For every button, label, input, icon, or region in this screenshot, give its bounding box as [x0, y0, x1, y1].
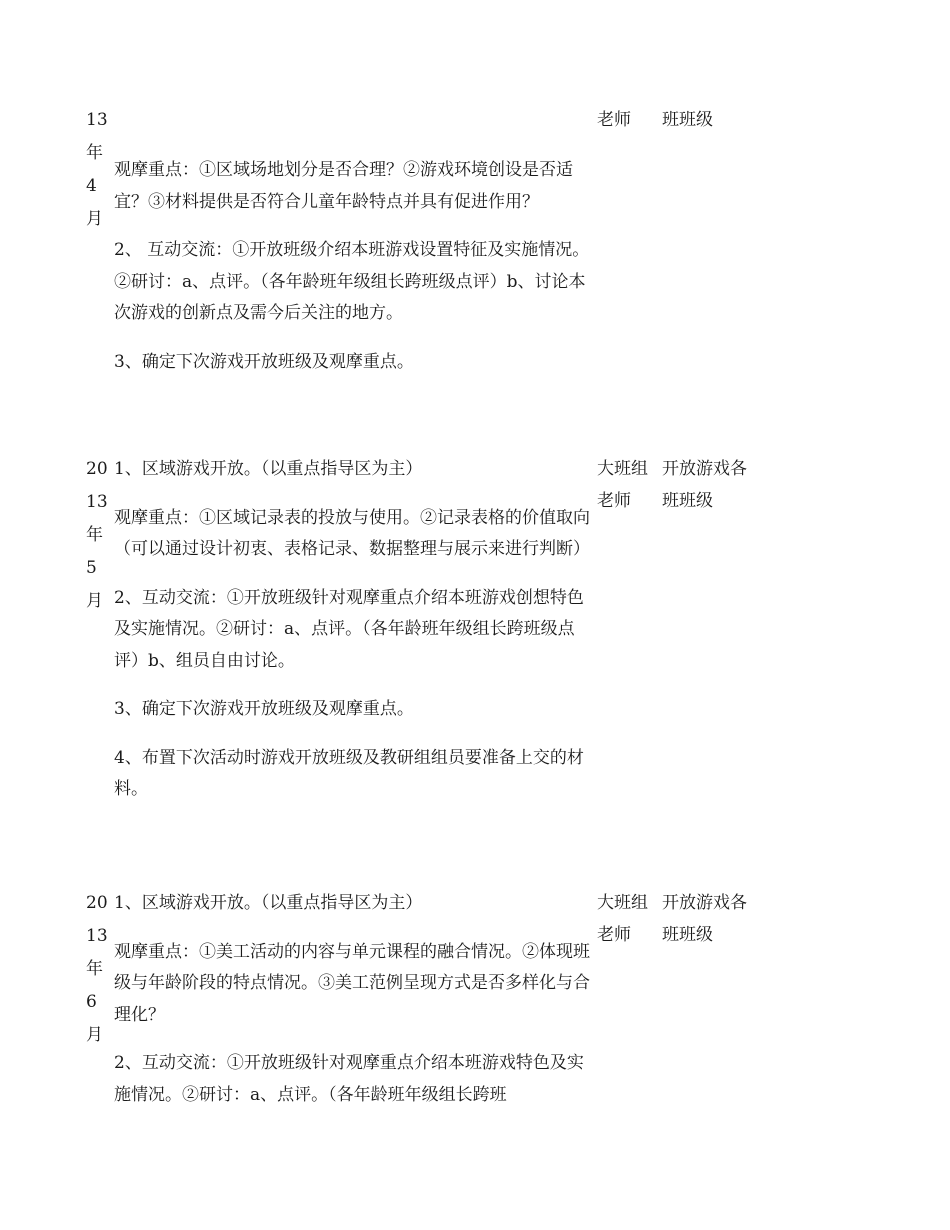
location-cell [662, 887, 762, 951]
date-part: 年 [86, 525, 103, 545]
participants-line: 老师 [597, 110, 631, 130]
location-cell [662, 453, 762, 517]
date-part: 13 [86, 926, 108, 946]
interaction-item: 2、互动交流：①开放班级针对观摩重点介绍本班游戏创想特色及实施情况。②研讨：a、点评。（各年龄班年级组长跨班级点评）b、组员自由讨论。 [114, 587, 584, 671]
date-cell [86, 104, 110, 236]
observation-focus: 观摩重点：①区域记录表的投放与使用。②记录表格的价值取向（可以通过设计初衷、表格记录、数据整理与展示来进行判断） [114, 507, 590, 559]
interaction-item: 2、互动交流：①开放班级针对观摩重点介绍本班游戏特色及实施情况。②研讨：a、点评。（各年龄班年级组长跨班 [114, 1053, 584, 1105]
date-part: 20 [86, 459, 108, 479]
date-part: 13 [86, 492, 108, 512]
participants-line: 老师 [597, 925, 631, 945]
interaction-item: 2、 互动交流：①开放班级介绍本班游戏设置特征及实施情况。②研讨：a、点评。（各年龄班年级组长跨班级点评）b、讨论本次游戏的创新点及需今后关注的地方。 [114, 240, 590, 323]
date-part: 月 [86, 209, 103, 229]
date-part: 年 [86, 959, 103, 979]
participants-line: 大班组 [597, 893, 648, 913]
location-line: 班班级 [662, 925, 713, 945]
location-line: 开放游戏各 [662, 459, 747, 479]
participants-line: 大班组 [597, 459, 648, 479]
participants-cell [597, 104, 659, 136]
activity-content [114, 155, 592, 395]
date-cell [86, 453, 110, 618]
location-line: 班班级 [662, 491, 713, 511]
activity-content [114, 454, 592, 823]
location-cell [662, 104, 762, 136]
participants-line: 老师 [597, 491, 631, 511]
participants-cell [597, 887, 659, 951]
location-line: 班班级 [662, 110, 713, 130]
date-part: 月 [86, 1025, 103, 1045]
next-plan-item: 3、确定下次游戏开放班级及观摩重点。 [114, 699, 414, 719]
observation-focus: 观摩重点：①美工活动的内容与单元课程的融合情况。②体现班级与年龄阶段的特点情况。③美工范例呈现方式是否多样化与合理化？ [114, 941, 590, 1025]
materials-item: 4、布置下次活动时游戏开放班级及教研组组员要准备上交的材料。 [114, 747, 584, 799]
open-activity-item: 1、区域游戏开放。（以重点指导区为主） [114, 893, 423, 913]
date-part: 月 [86, 591, 103, 611]
next-plan-item: 3、确定下次游戏开放班级及观摩重点。 [114, 351, 414, 372]
activity-content [114, 888, 592, 1128]
date-part: 5 [86, 558, 97, 578]
date-part: 20 [86, 893, 108, 913]
date-part: 年 [86, 143, 103, 163]
date-part: 6 [86, 992, 97, 1012]
observation-focus: 观摩重点：①区域场地划分是否合理？②游戏环境创设是否适宜？③材料提供是否符合儿童年龄特点并具有促进作用？ [114, 160, 573, 212]
date-cell [86, 887, 110, 1052]
open-activity-item: 1、区域游戏开放。（以重点指导区为主） [114, 459, 423, 479]
location-line: 开放游戏各 [662, 893, 747, 913]
participants-cell [597, 453, 659, 517]
date-part: 4 [86, 176, 97, 196]
date-part: 13 [86, 110, 108, 130]
